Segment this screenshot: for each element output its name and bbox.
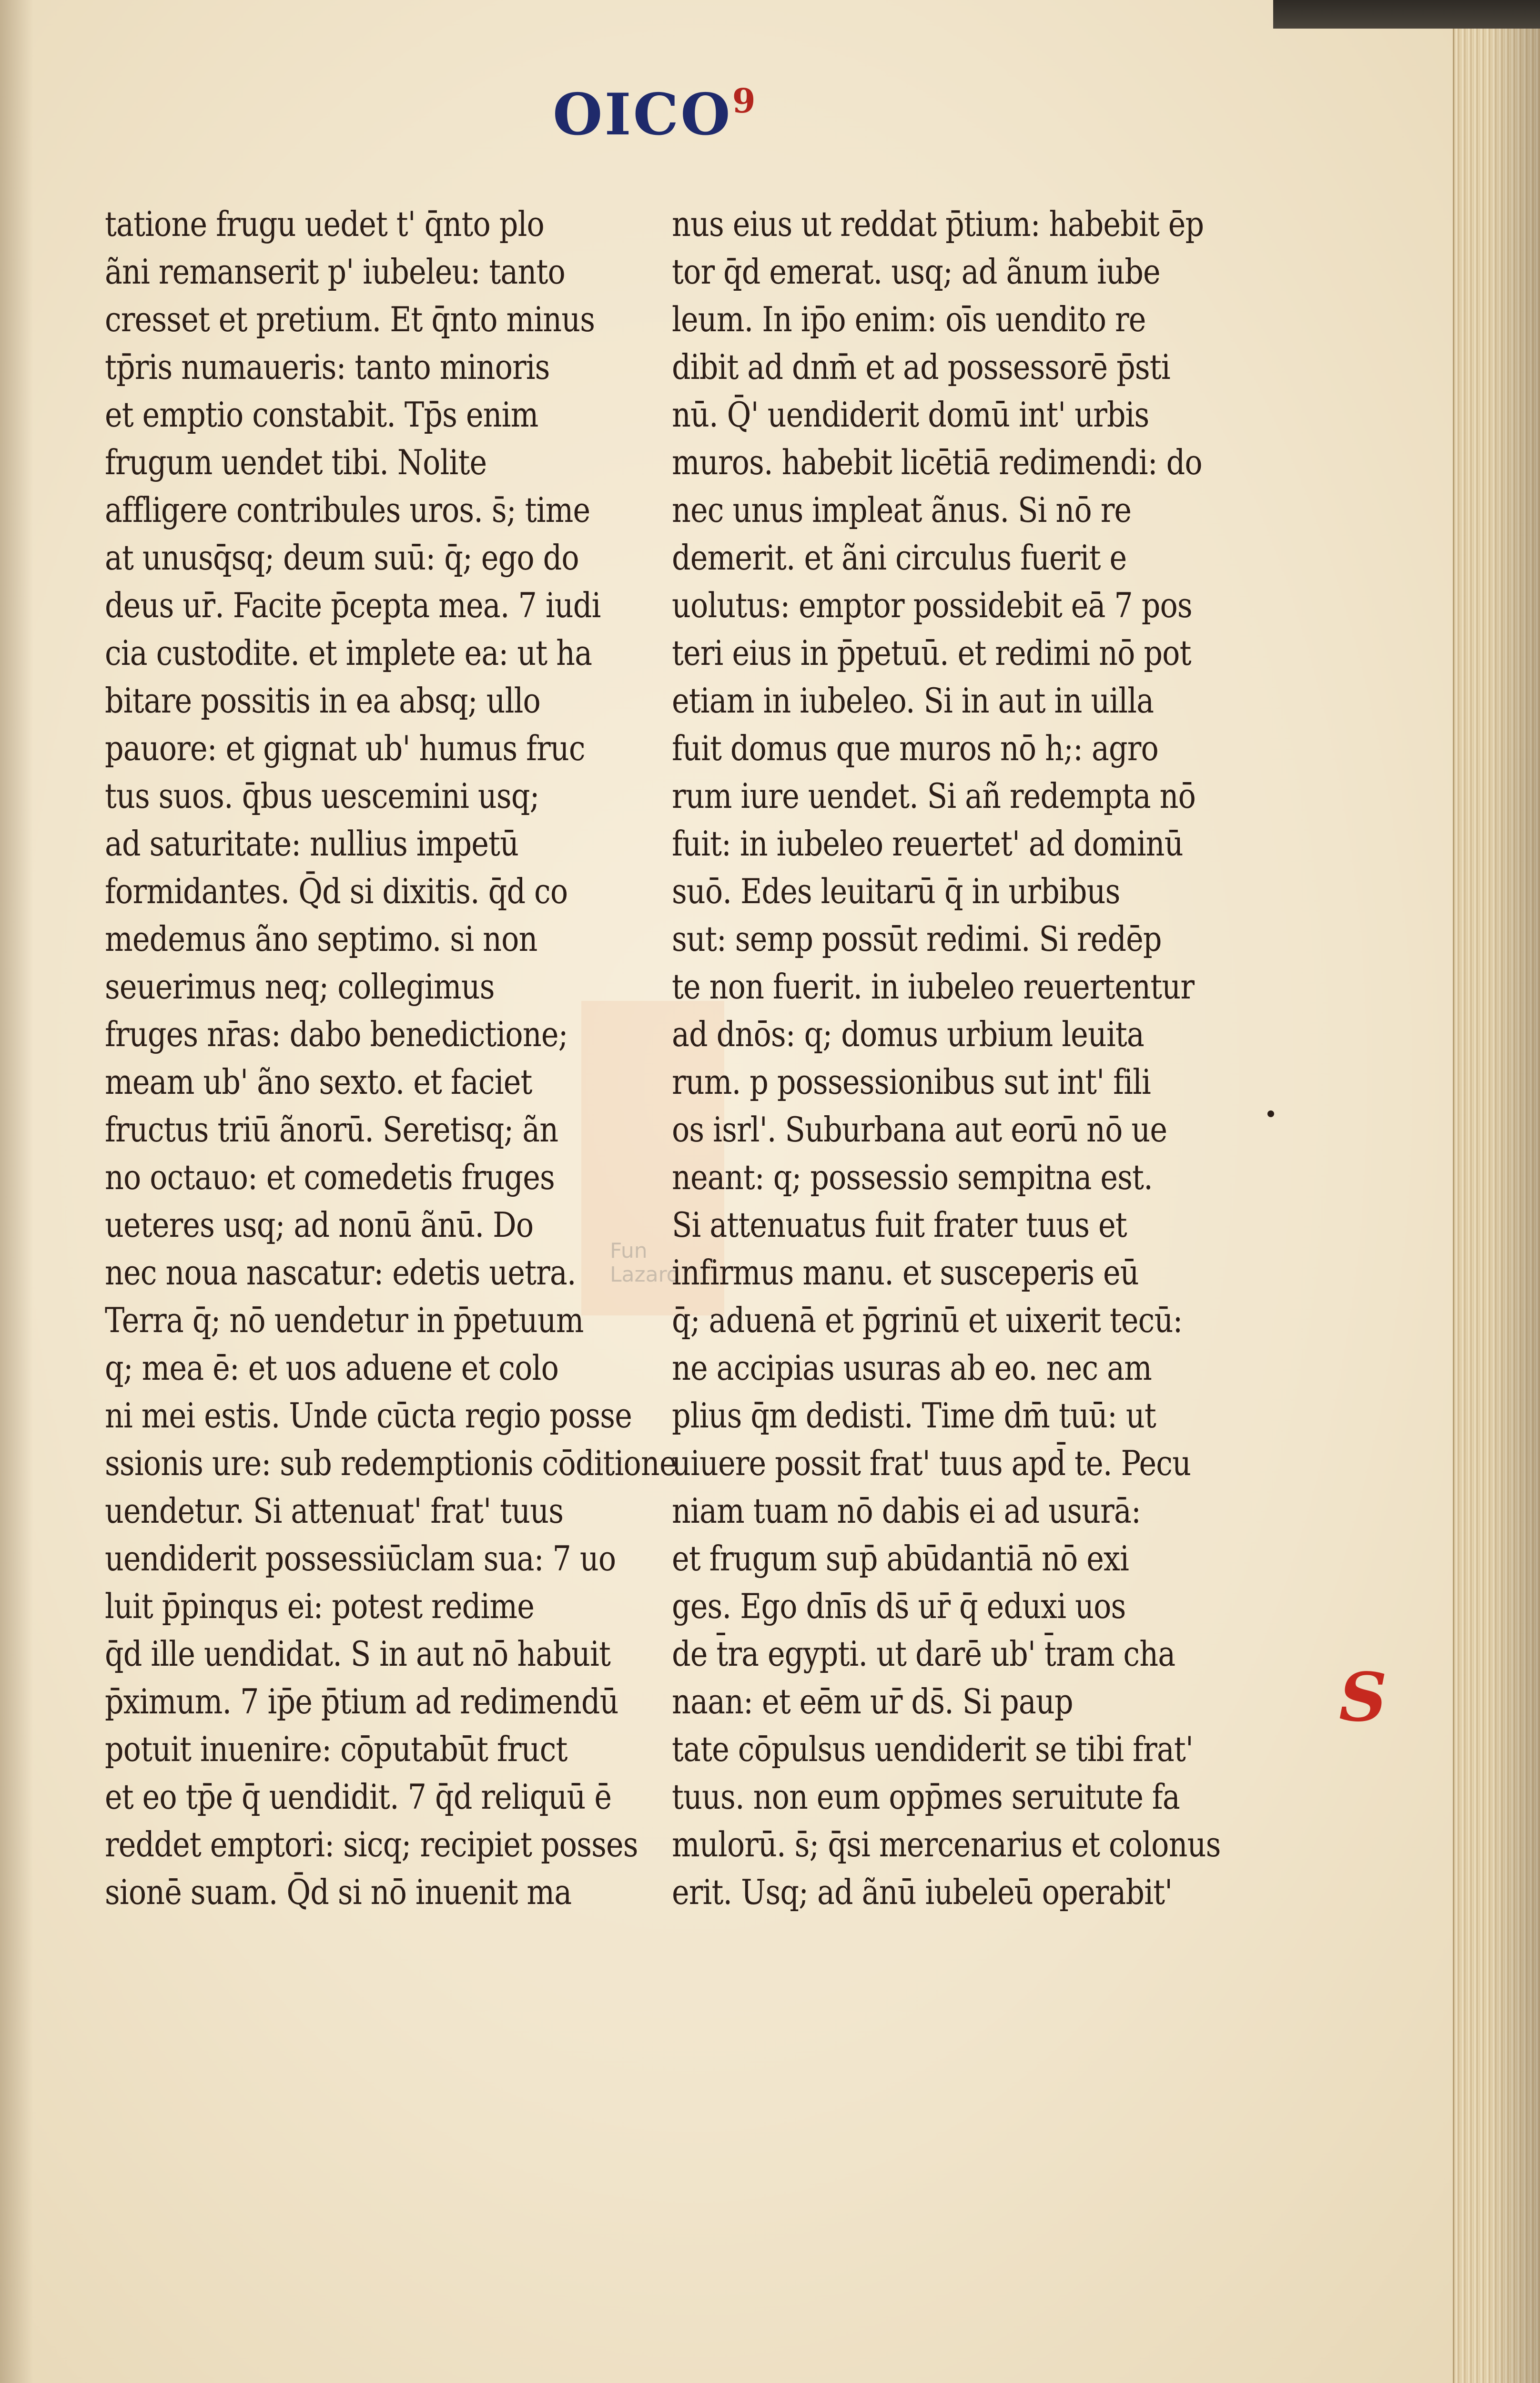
text-line: os isrl'. Suburbana aut eorū nō ue <box>672 1110 1167 1150</box>
text-line: fuit: in iubeleo reuertet' ad dominū <box>672 824 1183 864</box>
text-line: fruges nr̄as: dabo benedictione; <box>105 1014 568 1054</box>
text-line: cia custodite. et implete ea: ut ha <box>105 633 592 673</box>
text-line: etiam in iubeleo. Si in aut in uilla <box>672 681 1154 721</box>
text-line: bitare possitis in ea absq; ullo <box>105 681 540 721</box>
text-line: nec noua nascatur: edetis uetra. <box>105 1253 576 1293</box>
text-line: cresset et pretium. Et q̄nto minus <box>105 299 595 339</box>
marginal-red-initial: S <box>1339 1659 1388 1737</box>
text-line: ad dnōs: q; domus urbium leuita <box>672 1014 1144 1054</box>
text-line: frugum uendet tibi. Nolite <box>105 442 487 482</box>
text-line: et emptio constabit. Tp̄s enim <box>105 395 538 435</box>
text-line: demerit. et ãni circulus fuerit e <box>672 538 1127 578</box>
text-line: plius q̄m dedisti. Time dm̄ tuū: ut <box>672 1395 1156 1436</box>
fore-edge-shading <box>1454 0 1540 2383</box>
text-line: q; mea ē: et uos aduene et colo <box>105 1348 559 1388</box>
text-line: Si attenuatus fuit frater tuus et <box>672 1205 1127 1245</box>
text-line: leum. In ip̄o enim: oīs uendito re <box>672 299 1146 339</box>
watermark-line: Lazaro <box>610 1263 679 1287</box>
watermark-line: Fun <box>610 1239 648 1263</box>
text-line: pauore: et gignat ub' humus fruc <box>105 728 585 768</box>
running-head-text: OICO <box>553 81 732 148</box>
text-line: formidantes. Q̄d si dixitis. q̄d co <box>105 871 568 911</box>
text-line: seuerimus neq; collegimus <box>105 967 495 1007</box>
text-line: tor q̄d emerat. usq; ad ãnum iube <box>672 252 1160 292</box>
text-line: et eo tp̄e q̄ uendidit. 7 q̄d reliquū ē <box>105 1777 612 1817</box>
text-line: dibit ad dnm̄ et ad possessorē p̄sti <box>672 347 1170 387</box>
binding-cover-strip <box>1273 0 1540 29</box>
text-line: te non fuerit. in iubeleo reuertentur <box>672 967 1195 1007</box>
text-line: suō. Edes leuitarū q̄ in urbibus <box>672 871 1120 911</box>
text-line: naan: et eēm ur̄ ds̄. Si paup <box>672 1681 1073 1721</box>
ink-stain <box>1267 1110 1274 1117</box>
text-line: sut: semp possūt redimi. Si redēp <box>672 919 1162 959</box>
text-line: ne accipias usuras ab eo. nec am <box>672 1348 1152 1388</box>
text-line: at unusq̄sq; deum suū: q̄; ego do <box>105 538 579 578</box>
text-line: potuit inuenire: cōputabūt fruct <box>105 1729 567 1769</box>
text-line: erit. Usq; ad ãnū iubeleū operabit' <box>672 1872 1173 1912</box>
text-line: medemus ãno septimo. si non <box>105 919 537 959</box>
text-line: nec unus impleat ãnus. Si nō re <box>672 490 1132 530</box>
text-line: niam tuam nō dabis ei ad usurā: <box>672 1491 1141 1531</box>
text-line: et frugum sup̄ abūdantiā nō exi <box>672 1538 1129 1578</box>
text-line: ad saturitate: nullius impetū <box>105 824 519 864</box>
text-line: teri eius in p̄petuū. et redimi nō pot <box>672 633 1191 673</box>
text-line: ueteres usq; ad nonū ãnū. Do <box>105 1205 534 1245</box>
text-line: q̄; aduenā et p̄grinū et uixerit tecū: <box>672 1300 1183 1340</box>
text-line: rum iure uendet. Si añ redempta nō <box>672 776 1196 816</box>
text-line: affligere contribules uros. s̄; time <box>105 490 590 530</box>
text-line: ssionis ure: sub redemptionis cōditione <box>105 1443 677 1483</box>
text-line: uendiderit possessiūclam sua: 7 uo <box>105 1538 616 1578</box>
text-line: tatione frugu uedet t' q̄nto plo <box>105 204 544 244</box>
text-line: q̄d ille uendidat. S in aut nō habuit <box>105 1634 611 1674</box>
text-line: de t̄ra egypti. ut darē ub' t̄ram cha <box>672 1634 1175 1674</box>
text-line: uolutus: emptor possidebit eā 7 pos <box>672 585 1192 625</box>
text-line: nus eius ut reddat p̄tium: habebit ēp <box>672 204 1204 244</box>
running-head <box>553 81 758 153</box>
text-line: mulorū. s̄; q̄si mercenarius et colonus <box>672 1824 1221 1864</box>
text-line: p̄ximum. 7 ip̄e p̄tium ad redimendū <box>105 1681 618 1721</box>
text-line: Terra q̄; nō uendetur in p̄petuum <box>105 1300 584 1340</box>
text-line: ges. Ego dnī̄s ds̄ ur̄ q̄ eduxi uos <box>672 1586 1126 1626</box>
text-line: muros. habebit licētiā redimendi: do <box>672 442 1202 482</box>
spine-shadow <box>0 0 33 2383</box>
text-line: fructus triū ãnorū. Seretisq; ãn <box>105 1110 558 1150</box>
text-line: fuit domus que muros nō h;: agro <box>672 728 1158 768</box>
text-line: tate cōpulsus uendiderit se tibi frat' <box>672 1729 1194 1769</box>
text-line: ãni remanserit p' iubeleu: tanto <box>105 252 565 292</box>
text-line: reddet emptori: sicq; recipiet posses <box>105 1824 638 1864</box>
text-line: ni mei estis. Unde cūcta regio posse <box>105 1395 632 1436</box>
text-line: tus suos. q̄bus uescemini usq; <box>105 776 539 816</box>
text-line: deus ur̄. Facite p̄cepta mea. 7 iudi <box>105 585 601 625</box>
text-line: meam ub' ãno sexto. et faciet <box>105 1062 532 1102</box>
running-head-mark: 9 <box>732 81 758 121</box>
text-line: no octauo: et comedetis fruges <box>105 1157 555 1197</box>
text-line: tp̄ris numaueris: tanto minoris <box>105 347 550 387</box>
text-line: uendetur. Si attenuat' frat' tuus <box>105 1491 564 1531</box>
text-line: sionē suam. Q̄d si nō inuenit ma <box>105 1872 572 1912</box>
text-line: tuus. non eum opp̄mes seruitute fa <box>672 1777 1180 1817</box>
text-line: neant: q; possessio sempitna est. <box>672 1157 1153 1197</box>
text-line: rum. p possessionibus sut int' fili <box>672 1062 1151 1102</box>
text-line: infirmus manu. et susceperis eū <box>672 1253 1139 1293</box>
text-column-right <box>672 200 1221 1916</box>
text-line: luit p̄pinqus ei: potest redime <box>105 1586 535 1626</box>
text-line: nū. Q̄' uendiderit domū int' urbis <box>672 395 1149 435</box>
text-line: uiuere possit frat' tuus apd̄ te. Pecu <box>672 1443 1191 1483</box>
